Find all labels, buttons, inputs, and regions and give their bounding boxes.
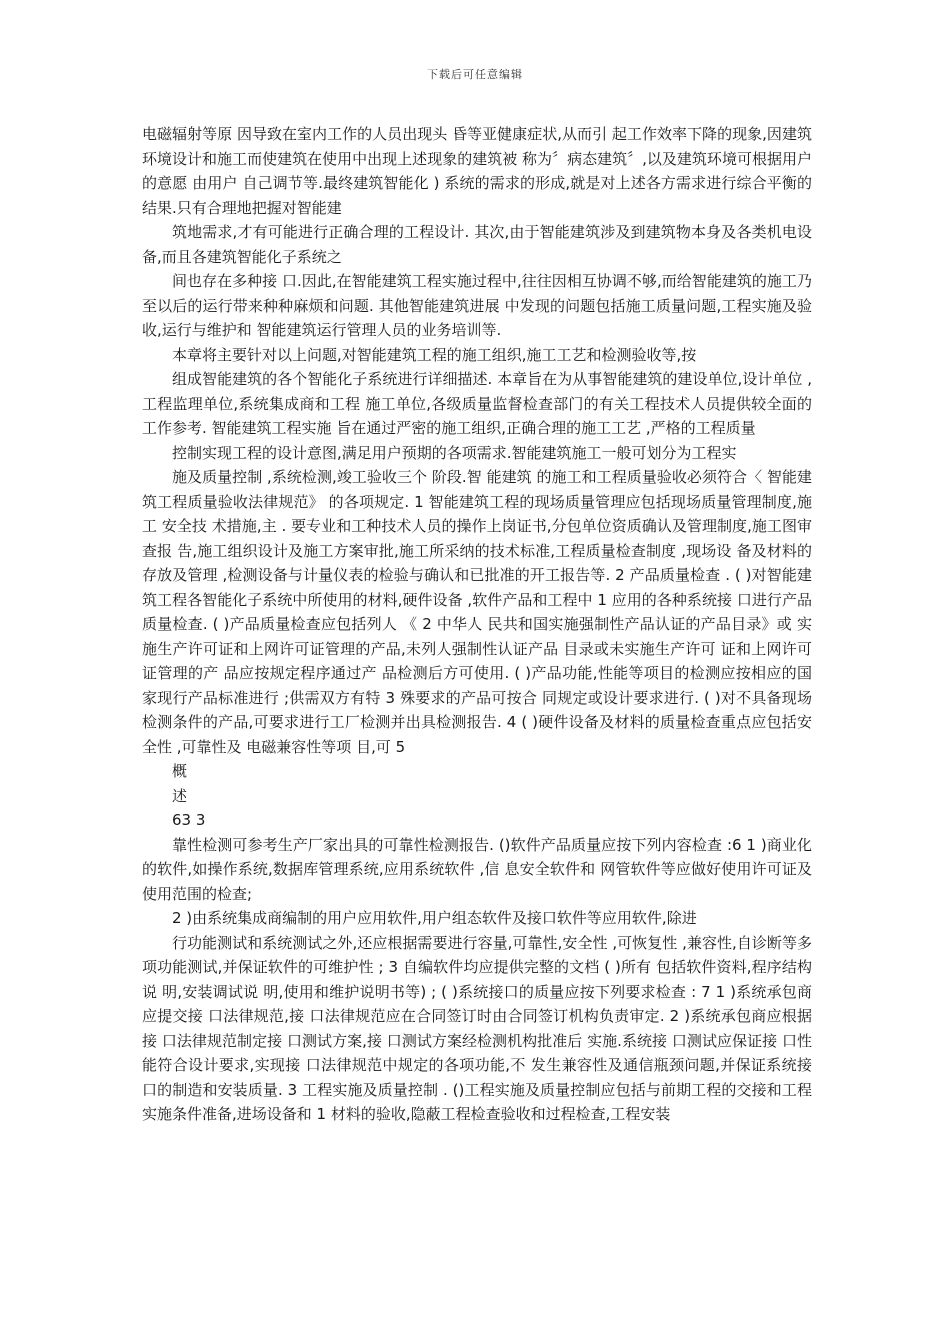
paragraph: 行功能测试和系统测试之外,还应根据需要进行容量,可靠性,安全性 ,可恢复性 ,兼容性,自诊断等多项功能测试,并保证软件的可维护性 ; 3 自编软件均应提供完整的文档 ( )所有 包括软件资料,程序结构说 明,安装调试说 明,使用和维护说明书等) ; ( )系统接口的质量应按下列要求检查 : 7 1 )系统承包商应提交接 口法律规范,接 口法律规范应在合同签订时由合同签订机构负责审定. 2 )系统承包商应根据接 口法律规范制定接 口测试方案,接 口测试方案经检测机构批准后 实施.系统接 口测试应保证接 口性能符合设计要求,实现接 口法律规范中规定的各项功能,不 发生兼容性及通信瓶颈问题,并保证系统接 口的制造和安装质量. 3 工程实施及质量控制 . ()工程实施及质量控制应包括与前期工程的交接和工程实施条件准备,进场设备和 1 材料的验收,隐蔽工程检查验收和过程检查,工程安装: [142, 933, 812, 1123]
document-body: [142, 122, 812, 1127]
paragraph: 2 )由系统集成商编制的用户应用软件,用户组态软件及接口软件等应用软件,除进: [172, 909, 697, 927]
paragraph: 筑地需求,才有可能进行正确合理的工程设计. 其次,由于智能建筑涉及到建筑物本身及各类机电设备,而且各建筑智能化子系统之: [142, 223, 812, 266]
page-header: 下载后可任意编辑: [427, 68, 523, 81]
paragraph: 靠性检测可参考生产厂家出具的可靠性检测报告. ()软件产品质量应按下列内容检查 :6 1 )商业化的软件,如操作系统,数据库管理系统,应用系统软件 ,信 息安全软件和 网管软件等应做好使用许可证及使用范围的检查;: [142, 835, 812, 903]
paragraph: 电磁辐射等原 因导致在室内工作的人员出现头 昏等亚健康症状,从而引 起工作效率下降的现象,因建筑环境设计和施工而使建筑在使用中出现上述现象的建筑被 称为〞病态建筑〞,以及建筑环境可根据用户的意愿 由用户 自己调节等.最终建筑智能化 ) 系统的需求的形成,就是对上述各方需求进行综合平衡的结果.只有合理地把握对智能建: [142, 125, 812, 217]
section-char: 概: [172, 762, 188, 780]
paragraph: 施及质量控制 ,系统检测,竣工验收三个 阶段.智 能建筑 的施工和工程质量验收必须符合〈 智能建筑工程质量验收法律规范》 的各项规定. 1 智能建筑工程的现场质量管理应包括现场质量管理制度,施工 安全技 术措施,主 . 要专业和工种技术人员的操作上岗证书,分包单位资质确认及管理制度,施工图审查报 告,施工组织设计及施工方案审批,施工所采纳的技术标准,工程质量检查制度 ,现场设 备及材料的存放及管理 ,检测设备与计量仪表的检验与确认和已批准的开工报告等. 2 产品质量检查 . ( )对智能建筑工程各智能化子系统中所使用的材料,硬件设备 ,软件产品和工程中 1 应用的各种系统接 口进行产品质量检查. ( )产品质量检查应包括列人 《 2 中华人 民共和国实施强制性产品认证的产品目录》或 实施生产许可证和上网许可证管理的产品,未列人强制性认证产品 目录或未实施生产许可 证和上网许可证管理的产 品应按规定程序通过产 品检测后方可使用. ( )产品功能,性能等项目的检测应按相应的国家现行产品标准进行 ;供需双方有特 3 殊要求的产品可按合 同规定或设计要求进行. ( )对不具备现场检测条件的产品,可要求进行工厂检测并出具检测报告. 4 ( )硬件设备及材料的质量检查重点应包括安全性 ,可靠性及 电磁兼容性等项 目,可 5: [142, 468, 812, 756]
page-number: 63 3: [172, 811, 206, 829]
section-char: 述: [172, 786, 188, 805]
paragraph: 间也存在多种接 口.因此,在智能建筑工程实施过程中,往往因相互协调不够,而给智能建筑的施工乃至以后的运行带来种种麻烦和问题. 其他智能建筑进展 中发现的问题包括施工质量问题,工程实施及验 收,运行与维护和 智能建筑运行管理人员的业务培训等.: [142, 272, 812, 339]
paragraph: 控制实现工程的设计意图,满足用户预期的各项需求.智能建筑施工一般可划分为工程实: [172, 443, 737, 462]
paragraph: 本章将主要针对以上问题,对智能建筑工程的施工组织,施工工艺和检测验收等,按: [172, 345, 697, 364]
paragraph: 组成智能建筑的各个智能化子系统进行详细描述. 本章旨在为从事智能建筑的建设单位,设计单位 ,工程监理单位,系统集成商和工程 施工单位,各级质量监督检查部门的有关工程技术人员提供较全面的工作参考. 智能建筑工程实施 旨在通过严密的施工组织,正确合理的施工工艺 ,严格的工程质量: [142, 370, 812, 437]
